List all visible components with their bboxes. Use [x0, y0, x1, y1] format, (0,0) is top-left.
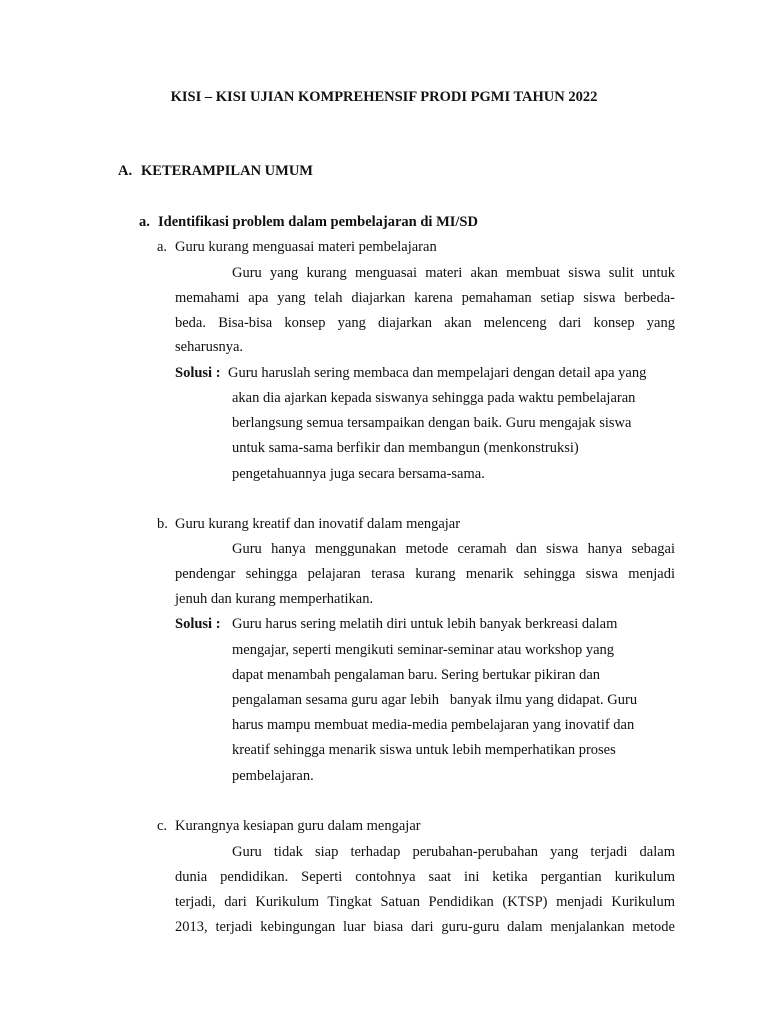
item-a-body-line: memahami apa yang telah diajarkan karena pemahaman setiap siswa berbeda- — [175, 290, 675, 306]
item-a-solusi-line: untuk sama-sama berfikir dan membangun (menkonstruksi) — [232, 440, 579, 456]
item-b-solusi-line: Guru harus sering melatih diri untuk lebih banyak berkreasi dalam — [232, 616, 618, 632]
item-a-solusi-line: berlangsung semua tersampaikan dengan baik. Guru mengajak siswa — [232, 415, 632, 431]
item-a-body-line: Guru yang kurang menguasai materi akan membuat siswa sulit untuk — [232, 265, 675, 281]
item-a-solusi-line: Guru haruslah sering membaca dan mempelajari dengan detail apa yang — [228, 365, 647, 381]
item-b-marker: b. — [157, 516, 168, 532]
item-b-solusi-line: harus mampu membuat media-media pembelajaran yang inovatif dan — [232, 717, 635, 733]
item-a-title: Guru kurang menguasai materi pembelajaran — [175, 239, 437, 255]
item-a-solusi-line: akan dia ajarkan kepada siswanya sehingga pada waktu pembelajaran — [232, 390, 636, 406]
document-title: KISI – KISI UJIAN KOMPREHENSIF PRODI PGMI TAHUN 2022 — [170, 89, 598, 105]
section-a-heading: KETERAMPILAN UMUM — [141, 163, 313, 179]
subsection-a-heading: Identifikasi problem dalam pembelajaran di MI/SD — [158, 214, 478, 230]
item-b-body-line: jenuh dan kurang memperhatikan. — [175, 591, 374, 607]
item-b-solusi-line: dapat menambah pengalaman baru. Sering bertukar pikiran dan — [232, 667, 601, 683]
item-b-solusi-line: pengalaman sesama guru agar lebih banyak ilmu yang didapat. Guru — [232, 692, 638, 708]
item-b-solusi-line: kreatif sehingga menarik siswa untuk lebih memperhatikan proses — [232, 742, 616, 758]
item-b-solusi-line: pembelajaran. — [232, 768, 314, 784]
subsection-a-marker: a. — [139, 214, 150, 230]
item-c-marker: c. — [157, 818, 168, 834]
item-a-solusi-label: Solusi : — [175, 365, 221, 381]
item-a-body-line: beda. Bisa-bisa konsep yang diajarkan akan melenceng dari konsep yang — [175, 315, 675, 331]
item-a-marker: a. — [157, 239, 168, 255]
item-c-body-line: Guru tidak siap terhadap perubahan-perubahan yang terjadi dalam — [232, 844, 675, 860]
item-c-body-line: terjadi, dari Kurikulum Tingkat Satuan Pendidikan (KTSP) menjadi Kurikulum — [175, 894, 675, 910]
item-b-title: Guru kurang kreatif dan inovatif dalam mengajar — [175, 516, 461, 532]
item-a-solusi-line: pengetahuannya juga secara bersama-sama. — [232, 466, 485, 482]
item-b-body-line: pendengar sehingga pelajaran terasa kurang menarik sehingga siswa menjadi — [175, 566, 675, 582]
item-c-title: Kurangnya kesiapan guru dalam mengajar — [175, 818, 421, 834]
item-b-solusi-line: mengajar, seperti mengikuti seminar-seminar atau workshop yang — [232, 642, 615, 658]
item-a-body-line: seharusnya. — [175, 339, 244, 355]
item-b-body-line: Guru hanya menggunakan metode ceramah dan siswa hanya sebagai — [232, 541, 675, 557]
section-a-marker: A. — [118, 163, 133, 179]
item-c-body-line: 2013, terjadi kebingungan luar biasa dari guru-guru dalam menjalankan metode — [175, 919, 675, 935]
item-b-solusi-label: Solusi : — [175, 616, 221, 632]
item-c-body-line: dunia pendidikan. Seperti contohnya saat ini ketika pergantian kurikulum — [175, 869, 675, 885]
